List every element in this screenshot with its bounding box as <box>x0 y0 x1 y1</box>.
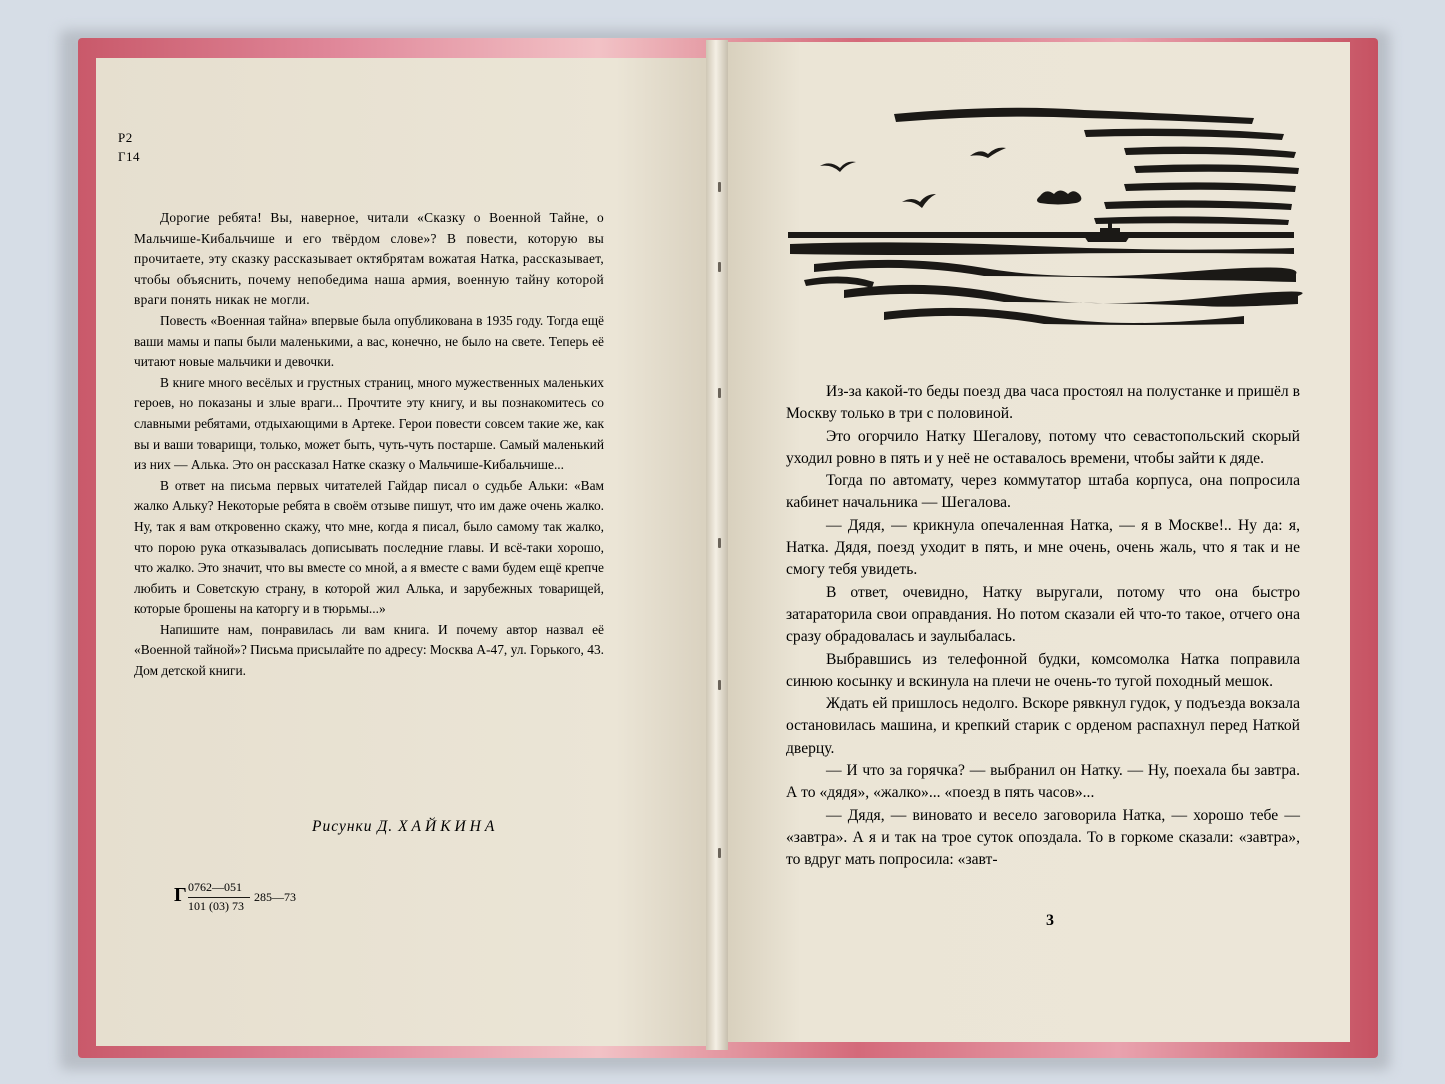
sea-wave <box>804 276 874 288</box>
sky-streak <box>1124 182 1296 192</box>
imprint-numerator: 0762—051 <box>188 880 242 894</box>
foreword-paragraph: Напишите нам, понравилась ли вам книга. И почему автор назвал её «Военной тайной»? Письма присылайте по адресу: Москва А-47, ул. Горького, 43. Дом детской книги. <box>134 621 604 679</box>
story-paragraph: Из-за какой-то беды поезд два часа простоял на полустанке и пришёл в Москву только в три с половиной. <box>786 383 1300 423</box>
foreword-paragraph: В книге много весёлых и грустных страниц, много мужественных маленьких героев, но показаны и злые враги... Прочтите эту книгу, и вы познакомитесь со славными ребятами, отдыхающими в Артеке. Герои повести совсем такие же, как вы и ваши товарищи, только, может быть, чуть-чуть постарше. Самый маленький из них — Алька. Это он рассказал Натке сказку о Мальчише-Кибальчише... <box>134 374 604 473</box>
imprint-letter: Г <box>174 884 187 906</box>
cloud-puff <box>1037 191 1081 205</box>
foreword-paragraph: В ответ на письма первых читателей Гайдар писал о судьбе Альки: «Вам жалко Альку? Некоторые ребята в своём отзыве пишут, что им даже очень жалко. Ну, так я вам откровенно скажу, что мне, когда я писал, было самому так жалко, что порою рука отказывалась дописывать последние главы. И всё-таки хорошо, что жалко. Это значит, что вы вместе со мной, а я вместе с вами будем ещё крепче любить и Советскую страну, в которой жил Алька, и зарубежных товарищей, которые брошены на каторгу и в тюрьмы...» <box>134 477 604 617</box>
foreword <box>134 208 604 682</box>
page-number: 3 <box>1046 912 1054 929</box>
sea-illustration <box>784 104 1306 332</box>
binding-stitch <box>718 680 721 690</box>
library-code <box>118 128 140 166</box>
imprint-suffix: 285—73 <box>254 890 296 904</box>
story-paragraph: Ждать ей пришлось недолго. Вскоре рявкнул гудок, у подъезда вокзала остановилась машина, и крепкий старик с орденом распахнул перед Наткой дверцу. <box>786 695 1300 757</box>
story-paragraph: В ответ, очевидно, Натку выругали, потому что она быстро затараторила свои оправдания. Но потом сказали ей что-то такое, отчего она сразу обрадовалась и заулыбалась. <box>786 583 1300 646</box>
story-paragraph: — Дядя, — крикнула опечаленная Натка, — я в Москве!.. Ну да: я, Натка. Дядя, поезд уходит в пять, и мне очень, очень жаль, что я так и не смогу тебя увидеть. <box>786 516 1300 579</box>
bird <box>970 148 1006 158</box>
story-text <box>786 381 1300 872</box>
story-paragraph: — Дядя, — виновато и весело заговорила Натка, — хорошо тебе — «завтра». А я и так на трое суток опоздала. То в горкоме сказали: «завтра», то вдруг мать попросила: «завт- <box>786 806 1300 869</box>
binding-stitch <box>718 262 721 272</box>
library-code-line: Г14 <box>118 149 141 164</box>
sky-streak <box>894 108 1254 124</box>
sky-streak <box>1084 129 1284 140</box>
imprint-denominator: 101 (03) 73 <box>188 899 244 913</box>
binding-stitch <box>718 848 721 858</box>
sea-wave <box>790 242 1294 255</box>
bird <box>820 162 856 172</box>
imprint-fraction-bar <box>188 897 250 898</box>
sea-wave <box>814 260 1297 282</box>
story-paragraph: — И что за горячка? — выбранил он Натку. — Ну, поехала бы завтра. А то «дядя», «жалко»... «поезд в пять часов»... <box>786 762 1300 802</box>
story-paragraph: Это огорчило Натку Шегалову, потому что севастопольский скорый уходил ровно в пять и у неё не оставалось времени, чтобы зайти к дяде. <box>786 427 1300 467</box>
horizon-line <box>788 232 1294 238</box>
sky-streak <box>1104 200 1292 210</box>
binding-stitch <box>718 538 721 548</box>
sky-streak <box>1094 216 1289 225</box>
bird <box>902 194 936 208</box>
foreword-paragraph: Дорогие ребята! Вы, наверное, читали «Сказку о Военной Тайне, о Мальчише-Кибальчише и его твёрдом слове»? В повести, которую вы прочитаете, эту сказку рассказывает октябрятам вожатая Натка, рассказывает, чтобы объяснить, почему непобедима наша армия, военную тайну которой враги понять никак не могли. <box>134 210 604 308</box>
sea-wave <box>844 285 1303 307</box>
sea-wave <box>884 308 1244 325</box>
library-code-line: Р2 <box>118 130 133 145</box>
binding-stitch <box>718 182 721 192</box>
sky-streak <box>1134 164 1299 174</box>
illustrations-credit <box>312 818 498 836</box>
book-spine <box>706 40 728 1050</box>
illustrator-name: ХАЙКИНА <box>398 818 499 835</box>
story-paragraph: Тогда по автомату, через коммутатор штаба корпуса, она попросила кабинет начальника — Шегалова. <box>786 472 1300 512</box>
credit-label: Рисунки Д. <box>312 818 394 835</box>
foreword-paragraph: Повесть «Военная тайна» впервые была опубликована в 1935 году. Тогда ещё ваши мамы и папы были маленькими, а вас, конечно, не было на свете. Теперь её читают новые мальчики и девочки. <box>134 312 604 370</box>
story-paragraph: Выбравшись из телефонной будки, комсомолка Натка поправила синюю косынку и вскинула на плечи не очень-то тугой походный мешок. <box>786 650 1300 690</box>
sky-streak <box>1124 147 1296 158</box>
binding-stitch <box>718 388 721 398</box>
